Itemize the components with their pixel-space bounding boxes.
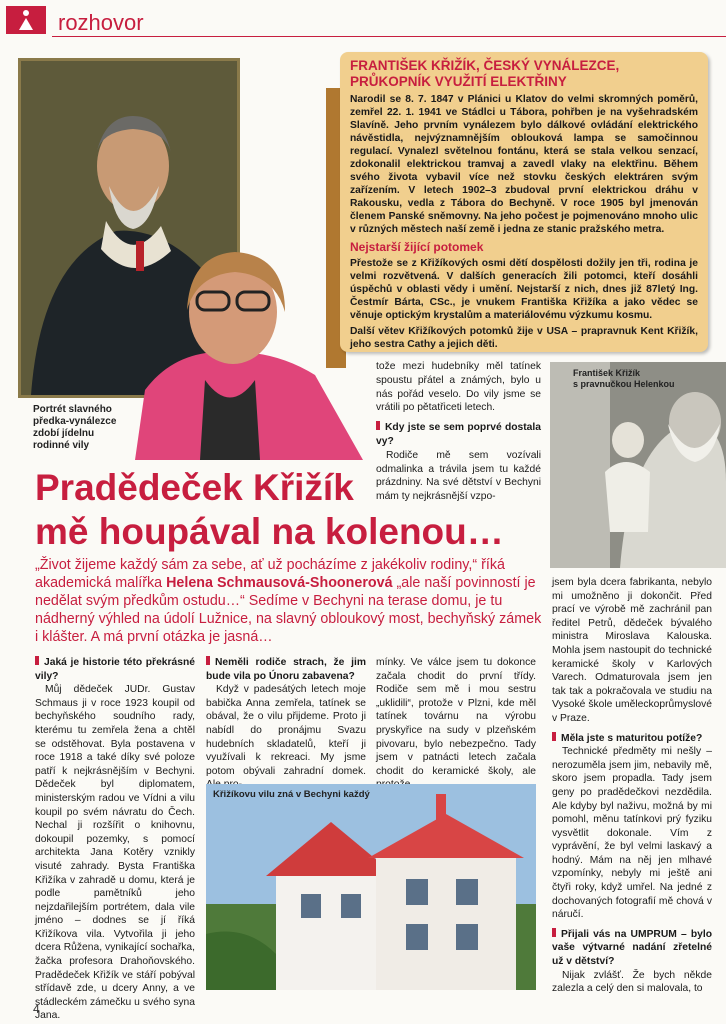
great-grandfather-photo [550, 362, 726, 568]
column-1 [35, 656, 195, 1023]
answer: Můj dědeček JUDr. Gustav Schmaus ji v roce 1923 koupil od bechyňského soudního rady, kterému tu zemřela žena a chtěl se odstěhovat. Byla postavena v roce 1918 a také díky své poloze patří k nejkrásnějším v Bechyni. Dědeček byl diplomatem, ministerským radou ve Vídni a vilu koupil po svém návratu do Čech. Nechal ji rozšířit o knihovnu, dokoupil pozemky, s pomocí architekta Jana Kotěry vznikly visuté zahrady. Bysta Františka Křižíka v zahradě u domu, která je podle pamětníků jeho nejzdařilejším portrétem, dala vile jméno – dodnes se jí říká Křižíkova vila. Vytvořila ji jeho dcera Růžena, vynikající sochařka, žačka profesora Drahoňovského. Pradědeček Křižík ve stáří pobýval střídavě zde, u dcery Anny, a ve stádleckém zámečku u svého syna Jana. [35, 684, 195, 1022]
headline-line-2: mě houpával na kolenou… [35, 511, 504, 552]
woman-photo [135, 240, 363, 460]
answer: Technické předměty mi nešly – nerozuměla jsem jim, nebavily mě, skoro jsem propadla. Tady jsem geny po pradědečkovi nezdědila. Ale kdyby byl naživu, možná by mi pomohl, měnu tatínkovi prý fyziku vysvětlit dokonale. Vím z vyprávění, že byl velmi laskavý a hodný. Mám na něj jen mlhavé vzpomínky, nebyly mi ještě ani čtyři roky, když umřel. Na jedné z dochovaných fotografií mě chová v náručí. [552, 746, 712, 921]
lead-name: Helena Schmausová-Shoonerová [166, 575, 393, 591]
info-box [340, 52, 708, 352]
villa-photo [206, 784, 536, 990]
info-box-bio: Narodil se 8. 7. 1847 v Plánici u Klatov do velmi skromných poměrů, zemřel 22. 1. 1941 ve Stádlci u Tábora, pohřben je na vyšehradském Slavíně. Jeho prvním vynálezem bylo dálkové ovládání elektrického návěstidla, nejvýznamnějším oblouková lampa se samočinnou regulací. Vynalezl světelnou fontánu, která se stala velkou senzací, zdokonalil elektrickou tramvaj a zavedl vlaky na elektřinu. Během svého života vybavil více než stovku českých elektráren svým zařízením. V letech 1902–3 zbudoval první elektrickou dráhu v Rakousku, vedla z Tábora do Bechyně. V roce 1905 byl jmenován členem Panské sněmovny. Na jeho počest je pojmenováno mnoho ulic v různých městech naší země i jedna ze stanic pražského metra. [350, 94, 698, 235]
column-2 [206, 656, 366, 792]
portrait-caption: Portrét slavného předka-vynálezce zdobí jídelnu rodinné vily [33, 404, 117, 451]
answer: Rodiče mě sem vozívali odmalinka a trávila jsem tu každé prázdniny. Na své dětství v Bechyni mám ty nejkrásnější vzpo- [376, 449, 541, 503]
lead-text: „Život žijeme každý sám za sebe, ať už pocházíme z jakékoliv rodiny,“ říká akademická malířka [35, 557, 505, 591]
info-box-subtitle: Nejstarší žijící potomek [350, 240, 484, 254]
lead-paragraph [35, 556, 545, 646]
column-3 [376, 656, 536, 792]
section-label: rozhovor [58, 10, 144, 35]
caption-line: s pravnučkou Helenkou [573, 379, 675, 389]
question: Kdy jste se sem poprvé dostala vy? [376, 422, 541, 447]
info-box-title-2: PRŮKOPNÍK VYUŽITÍ ELEKTŘINY [350, 74, 567, 89]
magazine-logo-icon [6, 6, 46, 34]
answer: Nijak zvlášť. Že bych někde zalezla a celý den si malovala, to [552, 969, 712, 995]
answer: mínky. Ve válce jsem tu dokonce začala chodit do první třídy. Rodiče sem mě i mou sestru „uklidili“, protože v Plzni, kde měl tatínek továrnu na výrobu pryskyřice na sudy v plzeňském pivovaru, bylo nebezpečno. Tady jsem v patnácti letech začala chodit do keramické školy, ale [376, 657, 536, 777]
lead-text: „ale naší povinností je nedělat svým předkům ostudu…“ Sedíme v Bechyni na terase domu, je tu nádherný výhled na údolí Lužnice, na slavný obloukový most, bechyňský zámek i klášter. A má první otázka je jasná… [35, 575, 542, 645]
question: Měla jste s maturitou potíže? [552, 732, 712, 746]
paragraph: jsem byla dcera fabrikanta, nebylo mi umožněno ji dokončit. Před prací ve výrobě mě zachránil pan ředitel Petrů, dědeček bývalého ministra Miroslava Kalouska. Mohla jsem nastoupit do technické keramické školy v Karlových Varech. Odmaturovala jsem jen tak tak a pokračovala ve studiu na Vysoké škole uměleckoprůmyslové v Praze. [552, 577, 712, 724]
right-photo-caption [573, 368, 675, 390]
question: Přijali vás na UMPRUM – bylo vaše výtvarné nadání zřetelné už v dětství? [552, 928, 712, 968]
info-box-title-1: FRANTIŠEK KŘIŽÍK, ČESKÝ VYNÁLEZCE, [350, 58, 620, 73]
caption-line: František Křižík [573, 368, 641, 378]
header-rule [52, 36, 726, 37]
info-box-paragraph-2: Přestože se z Křižíkových osmi dětí dospělosti dožily jen tři, rodina je velmi rozvětvená. V dalších generacích žili potomci, kteří dosáhli úspěchů v oblasti vědy i umění. Nejstarší z nich, dnes již 87letý Ing. Čestmír Bárta, CSc., je vnukem Františka Křižíka a jako vědec se věnuje optickým krystalům a materiálovému výzkumu kosmu. [350, 258, 698, 321]
info-box-paragraph-3: Další větev Křižíkových potomků žije v USA – prapravnuk Kent Křižík, jeho sestra Cathy a jejich děti. [350, 326, 698, 350]
paragraph: tože mezi hudebníky měl tatínek spoustu přátel a známých, bylo u nás pořád veselo. Do vily jsme se vrátili po pětatřiceti letech. [376, 361, 541, 414]
page-number: 4 [33, 1002, 40, 1016]
question: Jaká je historie této překrásné vily? [35, 657, 195, 682]
headline-line-1: Pradědeček Křižík [35, 467, 354, 508]
column-4 [552, 576, 712, 996]
headline [35, 466, 555, 554]
question: Neměli rodiče strach, že jim bude vila po Únoru zabavena? [206, 657, 366, 682]
answer: Když v padesátých letech moje babička Anna zemřela, tatínek se obával, že o vilu přijdeme. Proto ji nabídl do pronájmu Svazu hudebních skladatelů, kteří ji využívali k rekreaci. My jsme potom obývali zahradní domek. [206, 684, 366, 777]
villa-caption: Křižíkovu vilu zná v Bechyni každý [213, 789, 370, 800]
